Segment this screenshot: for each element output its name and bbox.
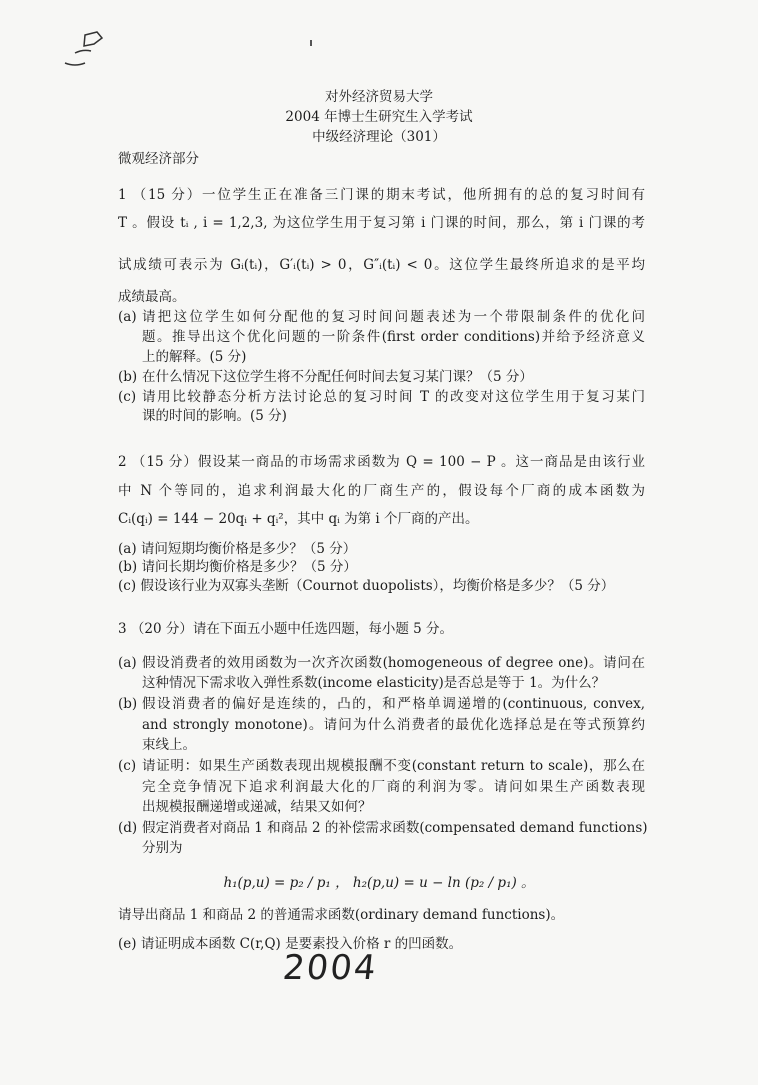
q3-d-text: 分别为 <box>142 840 183 856</box>
q1-line: 1 （15 分）一位学生正在准备三门课的期末考试，他所拥有的总的复习时间有 <box>118 187 645 203</box>
q3-a-label: (a) <box>118 655 137 671</box>
demand-formula: h₁(p,u) = p₂ / p₁ ， h₂(p,u) = u − ln (p₂ / p₁) 。 <box>223 875 535 891</box>
q2-line: 中 N 个等同的，追求利润最大化的厂商生产的，假设每个厂商的成本函数为 <box>118 483 645 499</box>
q1-line: 试成绩可表示为 Gᵢ(tᵢ)，G′ᵢ(tᵢ) > 0，G″ᵢ(tᵢ) < 0。这位学生最终所追求的是平均 <box>118 257 645 273</box>
q1-c-text: 请用比较静态分析方法讨论总的复习时间 T 的改变对这位学生用于复习某门 <box>142 389 645 405</box>
handwritten-year: 2004 <box>280 948 380 988</box>
q3-b-text: 束线上。 <box>142 737 196 753</box>
q3-d-label: (d) <box>118 820 138 836</box>
scan-speck <box>310 40 312 46</box>
q3-b-text: 假设消费者的偏好是连续的，凸的，和严格单调递增的(continuous, convex, <box>142 696 645 712</box>
q3-c-text: 出规模报酬递增或递减，结果又如何？ <box>142 799 372 815</box>
q2-a: (a) 请问短期均衡价格是多少？（5 分） <box>118 541 357 557</box>
q3-d-instruction: 请导出商品 1 和商品 2 的普通需求函数(ordinary demand functions)。 <box>118 907 565 923</box>
q1-c-label: (c) <box>118 389 137 405</box>
q3-c-text: 请证明：如果生产函数表现出规模报酬不变(constant return to scale)，那么在 <box>142 758 645 774</box>
subject-title: 中级经济理论（301） <box>312 129 446 145</box>
q1-a-text: 请把这位学生如何分配他的复习时间问题表述为一个带限制条件的优化问 <box>142 309 645 325</box>
q3-a-text: 这种情况下需求收入弹性系数(income elasticity)是否总是等于 1。为什么？ <box>142 675 606 691</box>
q1-b-text: 在什么情况下这位学生将不分配任何时间去复习某门课？（5 分） <box>142 369 533 385</box>
q1-line: T 。假设 tᵢ , i = 1,2,3, 为这位学生用于复习第 i 门课的时间，那么，第 i 门课的考 <box>118 215 645 231</box>
corner-scribble-mark <box>55 25 125 75</box>
section-heading: 微观经济部分 <box>118 151 199 167</box>
q3-intro: 3 （20 分）请在下面五小题中任选四题，每小题 5 分。 <box>118 621 454 637</box>
q3-d-text: 假定消费者对商品 1 和商品 2 的补偿需求函数(compensated demand functions) <box>142 820 648 836</box>
q1-a-text: 上的解释。(5 分) <box>142 349 247 365</box>
q2-c: (c) 假设该行业为双寡头垄断（Cournot duopolists），均衡价格是多少？（5 分） <box>118 578 615 594</box>
q2-line: 2 （15 分）假设某一商品的市场需求函数为 Q = 100 − P 。这一商品是由该行业 <box>118 454 645 470</box>
q3-e: (e) 请证明成本函数 C(r,Q) 是要素投入价格 r 的凹函数。 <box>118 936 463 952</box>
q1-c-text: 课的时间的影响。(5 分) <box>142 408 287 424</box>
exam-title: 2004 年博士生研究生入学考试 <box>285 109 473 125</box>
q1-b-label: (b) <box>118 369 138 385</box>
q2-b: (b) 请问长期均衡价格是多少？（5 分） <box>118 559 357 575</box>
q3-a-text: 假设消费者的效用函数为一次齐次函数(homogeneous of degree one)。请问在 <box>142 655 645 671</box>
q2-line: Cᵢ(qᵢ) = 144 − 20qᵢ + qᵢ²，其中 qᵢ 为第 i 个厂商的产出。 <box>118 511 479 527</box>
q3-c-text: 完全竞争情况下追求利润最大化的厂商的利润为零。请问如果生产函数表现 <box>142 779 645 795</box>
university-name: 对外经济贸易大学 <box>325 89 433 105</box>
q3-b-label: (b) <box>118 696 138 712</box>
q3-b-text: and strongly monotone)。请问为什么消费者的最优化选择总是在等式预算约 <box>142 717 645 733</box>
q1-line: 成绩最高。 <box>118 289 186 305</box>
q3-c-label: (c) <box>118 758 137 774</box>
q1-a-text: 题。推导出这个优化问题的一阶条件(first order conditions)并给予经济意义 <box>142 329 645 345</box>
q1-a-label: (a) <box>118 309 137 325</box>
